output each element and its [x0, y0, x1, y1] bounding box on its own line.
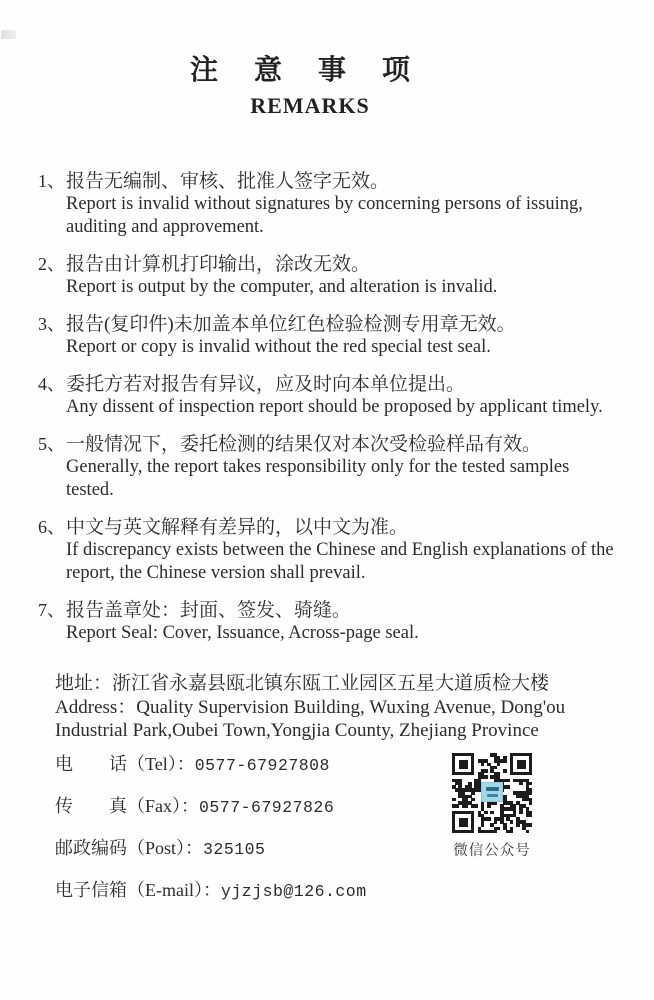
remark-text-cn: 报告无编制、审核、批准人签字无效。 [66, 171, 390, 192]
remark-text-en: Report Seal: Cover, Issuance, Across-page seal. [66, 623, 419, 643]
contact-row-tel [55, 754, 435, 774]
tel-label: 电 话（Tel）： [55, 754, 195, 774]
remark-item-4 [38, 373, 616, 419]
qr-finder-top-right-icon [510, 753, 532, 775]
remark-text-cn: 一般情况下，委托检测的结果仅对本次受检验样品有效。 [66, 434, 542, 455]
fax-value: 0577-67927826 [199, 798, 335, 817]
contact-row-fax [55, 796, 435, 816]
remark-text-cn: 报告由计算机打印输出，涂改无效。 [66, 254, 371, 275]
remark-text-cn: 委托方若对报告有异议，应及时向本单位提出。 [66, 374, 466, 395]
wechat-qr-code [452, 753, 532, 833]
remark-number: 6、 [38, 517, 65, 537]
post-label: 邮政编码（Post）： [55, 838, 204, 858]
remark-text-en: If discrepancy exists between the Chinese and English explanations of the report, the Chinese version shall prevail. [66, 540, 614, 583]
remark-number: 7、 [38, 600, 65, 620]
post-value: 325105 [203, 840, 266, 859]
tel-value: 0577-67927808 [194, 756, 330, 775]
remark-number: 2、 [38, 254, 65, 274]
qr-finder-top-left-icon [452, 753, 474, 775]
qr-caption: 微信公众号 [453, 843, 531, 859]
remark-number: 4、 [38, 374, 65, 394]
page-title-chinese: 注意事项 [189, 55, 446, 86]
contact-row-post [55, 838, 435, 858]
remark-number: 1、 [38, 171, 65, 191]
wechat-qr-block [452, 753, 532, 860]
remark-text-en: Report or copy is invalid without the red special test seal. [66, 337, 491, 357]
page-title-english: REMARKS [250, 93, 370, 118]
remark-item-2 [38, 253, 616, 299]
address-english: Address：Quality Supervision Building, Wuxing Avenue, Dong'ou Industrial Park,Oubei Town,Yongjia County, Zhejiang Province [55, 696, 566, 741]
remark-item-6 [38, 516, 616, 585]
email-label: 电子信箱（E-mail）： [55, 880, 221, 900]
remark-text-en: Report is invalid without signatures by concerning persons of issuing, auditing and approvement. [66, 194, 583, 237]
remark-item-7 [38, 599, 616, 645]
qr-center-logo-icon [481, 782, 503, 802]
remarks-list [38, 170, 616, 659]
qr-finder-bottom-left-icon [452, 811, 474, 833]
remark-item-5 [38, 433, 616, 502]
remark-text-en: Any dissent of inspection report should be proposed by applicant timely. [66, 397, 603, 417]
contact-row-email [55, 880, 435, 900]
remark-item-3 [38, 313, 616, 359]
address-block [55, 672, 623, 743]
remark-number: 3、 [38, 314, 65, 334]
remark-text-cn: 中文与英文解释有差异的，以中文为准。 [66, 517, 409, 538]
fax-label: 传 真（Fax）： [55, 796, 199, 816]
remark-text-en: Generally, the report takes responsibility only for the tested samples tested. [66, 457, 570, 500]
email-value: yjzjsb@126.com [220, 882, 367, 901]
remark-number: 5、 [38, 434, 65, 454]
remark-text-cn: 报告盖章处：封面、签发、骑缝。 [66, 600, 352, 621]
scan-artifact [1, 30, 16, 39]
remark-item-1 [38, 170, 616, 239]
address-chinese: 地址：浙江省永嘉县瓯北镇东瓯工业园区五星大道质检大楼 [55, 673, 550, 694]
remark-text-cn: 报告(复印件)未加盖本单位红色检验检测专用章无效。 [66, 314, 516, 335]
contact-list [55, 754, 435, 922]
remark-text-en: Report is output by the computer, and alteration is invalid. [66, 277, 498, 297]
